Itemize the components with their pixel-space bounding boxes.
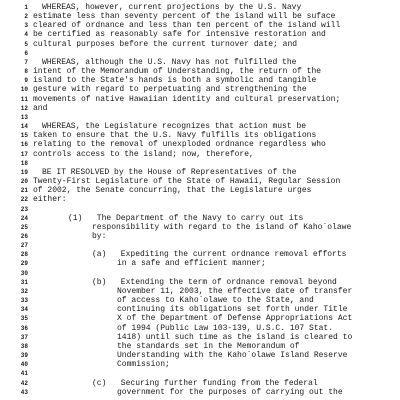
document-line xyxy=(0,351,400,360)
line-number: 5 xyxy=(24,40,28,48)
line-text: WHEREAS, however, current projections by the U.S. Navy xyxy=(42,3,302,12)
line-number: 37 xyxy=(20,333,28,341)
line-text: intent of the Memorandum of Understanding, the return of the xyxy=(33,67,322,77)
document-line xyxy=(0,195,400,204)
line-text: responsibility with regard to the island of Kaho`olawe xyxy=(92,222,352,232)
line-number: 6 xyxy=(24,49,28,57)
document-line xyxy=(0,314,400,323)
line-number: 39 xyxy=(20,352,28,360)
document-line xyxy=(0,232,400,241)
line-text: 1418) until such time as the island is cleared to xyxy=(117,332,353,342)
line-number: 30 xyxy=(20,269,28,277)
line-number: 40 xyxy=(20,361,28,369)
line-text: by: xyxy=(92,232,107,241)
line-text: continuing its obligations set forth under Title xyxy=(117,305,348,315)
line-number: 22 xyxy=(20,196,28,204)
line-text: (b) Extending the term of ordnance removal beyond xyxy=(92,277,337,287)
line-text: of 2002, the Senate concurring, that the Legislature urges xyxy=(33,186,312,196)
document-line xyxy=(0,168,400,177)
line-text: (a) Expediting the current ordnance removal efforts xyxy=(92,250,347,260)
document-line xyxy=(0,214,400,223)
line-number: 23 xyxy=(20,205,28,213)
line-number: 17 xyxy=(20,150,28,158)
document-line xyxy=(0,150,400,159)
line-text: government for the purposes of carrying out the xyxy=(117,387,343,397)
line-number: 20 xyxy=(20,178,28,186)
document-line xyxy=(0,131,400,140)
document-line xyxy=(0,3,400,12)
line-number: 18 xyxy=(20,159,28,167)
line-number: 13 xyxy=(20,113,28,121)
document-line xyxy=(0,159,400,168)
line-number: 32 xyxy=(20,287,28,295)
line-text: of 1994 (Public Law 103-139, U.S.C. 107 Stat. xyxy=(117,323,334,333)
line-number: 8 xyxy=(24,68,28,76)
document-line xyxy=(0,113,400,122)
line-text: cleared of ordnance and less than ten percent of the island will xyxy=(33,21,341,31)
line-text: WHEREAS, the Legislature recognizes that action must be xyxy=(42,122,307,132)
line-number: 43 xyxy=(20,388,28,396)
line-text: Understanding with the Kaho`olawe Island Reserve xyxy=(117,351,348,361)
line-number: 14 xyxy=(20,123,28,131)
line-text: estimate less than seventy percent of the island will be suface xyxy=(33,12,336,22)
line-number: 9 xyxy=(24,77,28,85)
line-number: 36 xyxy=(20,324,28,332)
line-number: 16 xyxy=(20,141,28,149)
line-text: November 11, 2003, the effective date of transfer xyxy=(117,286,353,296)
line-text: be certified as reasonably safe for intensive restoration and xyxy=(33,30,326,40)
line-number: 1 xyxy=(24,4,28,11)
line-text: taken to ensure that the U.S. Navy fulfills its obligations xyxy=(33,131,317,141)
line-number: 41 xyxy=(20,370,28,378)
document-line xyxy=(0,250,400,259)
document-line xyxy=(0,305,400,314)
line-number: 26 xyxy=(20,233,28,240)
line-text: controls access to the island; now, therefore, xyxy=(33,149,254,159)
line-number: 28 xyxy=(20,251,28,259)
line-text: cultural purposes before the current turnover date; and xyxy=(33,39,298,49)
document-line xyxy=(0,21,400,30)
document-line xyxy=(0,379,400,388)
line-text: the standards set in the Memorandum of xyxy=(117,341,300,351)
line-number: 7 xyxy=(24,58,28,66)
line-number: 31 xyxy=(20,278,28,286)
line-number: 34 xyxy=(20,306,28,314)
line-number: 35 xyxy=(20,315,28,323)
document-line xyxy=(0,122,400,131)
document-line xyxy=(0,30,400,39)
document-line xyxy=(0,58,400,67)
document-line xyxy=(0,186,400,195)
line-text: Twenty-First Legislature of the State of Hawaii, Regular Session xyxy=(33,177,341,187)
document-line xyxy=(0,287,400,296)
line-text: gesture with regard to perpetuating and strengthening the xyxy=(33,85,307,95)
document-line xyxy=(0,85,400,94)
document-line xyxy=(0,259,400,268)
line-text: movements of native Hawaiian identity and cultural preservation; xyxy=(33,94,341,104)
line-number: 29 xyxy=(20,260,28,268)
document-line xyxy=(0,269,400,278)
document-line xyxy=(0,369,400,378)
line-text: of access to Kaho`olawe to the State, and xyxy=(117,296,314,306)
line-text: and xyxy=(33,103,48,113)
document-line xyxy=(0,76,400,85)
document-line xyxy=(0,177,400,186)
line-text: either: xyxy=(33,195,67,205)
line-text: island to the State's hands is both a symbolic and tangible xyxy=(33,76,317,86)
document-line xyxy=(0,388,400,397)
document-line xyxy=(0,67,400,76)
line-text: (c) Securing further funding from the federal xyxy=(92,378,318,388)
document-line xyxy=(0,296,400,305)
line-text: X of the Department of Defense Appropriations Act xyxy=(117,314,353,324)
document-line xyxy=(0,278,400,287)
line-number: 4 xyxy=(24,31,28,39)
line-number: 33 xyxy=(20,297,28,305)
document-line xyxy=(0,241,400,250)
line-text: Commission; xyxy=(117,360,170,370)
document-line xyxy=(0,104,400,113)
line-number: 38 xyxy=(20,342,28,350)
line-number: 3 xyxy=(24,22,28,30)
line-text: WHEREAS, although the U.S. Navy has not fulfilled the xyxy=(42,57,297,67)
document-line xyxy=(0,333,400,342)
document-line xyxy=(0,40,400,49)
line-number: 42 xyxy=(20,379,28,387)
line-number: 24 xyxy=(20,214,28,222)
document-line xyxy=(0,12,400,21)
line-text: relating to the removal of unexploded ordnance regardless who xyxy=(33,140,326,150)
line-number: 11 xyxy=(20,95,28,103)
document-line xyxy=(0,95,400,104)
line-text: in a safe and efficient manner; xyxy=(117,259,266,269)
line-number: 19 xyxy=(20,168,28,176)
line-number: 10 xyxy=(20,86,28,94)
document-line xyxy=(0,360,400,369)
line-number: 15 xyxy=(20,132,28,140)
line-text: BE IT RESOLVED by the House of Representatives of the xyxy=(42,167,297,177)
line-number: 21 xyxy=(20,187,28,195)
document-line xyxy=(0,49,400,58)
document-line xyxy=(0,205,400,214)
document-line xyxy=(0,140,400,149)
line-number: 25 xyxy=(20,223,28,231)
line-number: 27 xyxy=(20,242,28,250)
line-number: 12 xyxy=(20,104,28,112)
line-number: 2 xyxy=(24,13,28,21)
document-line xyxy=(0,342,400,351)
document-line xyxy=(0,324,400,333)
line-text: (1) The Department of the Navy to carry out its xyxy=(68,213,304,223)
document-line xyxy=(0,223,400,232)
